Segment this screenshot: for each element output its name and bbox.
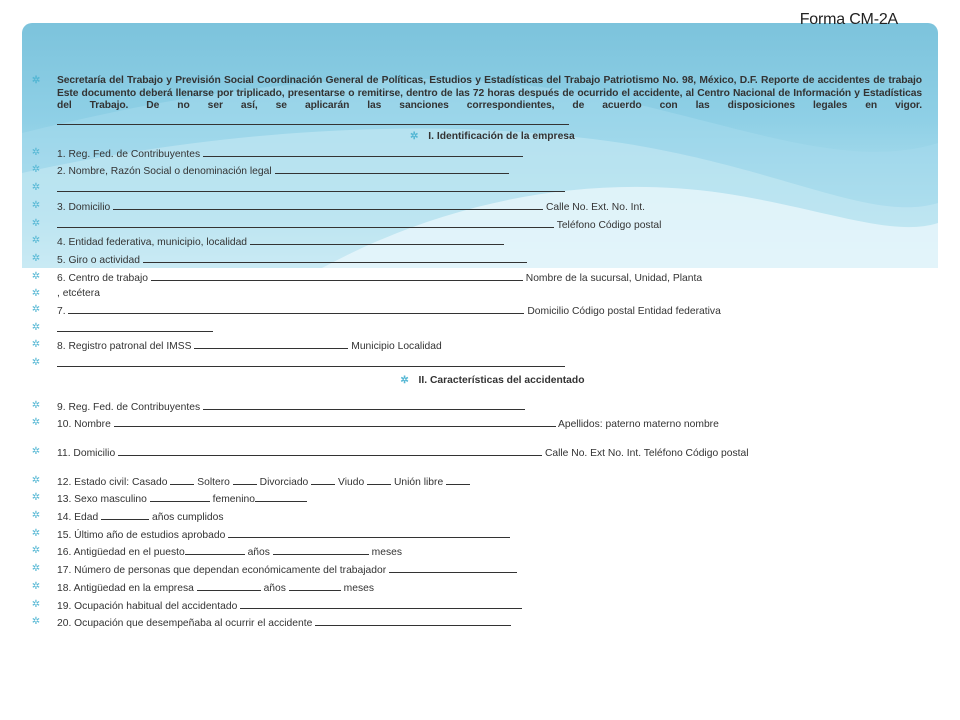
field-20: ✲ 20. Ocupación que desempeñaba al ocurrir el accidente <box>30 614 926 632</box>
civil-viudo-blank[interactable] <box>367 473 391 485</box>
field-11: ✲ 11. Domicilio Calle No. Ext No. Int. Teléfono Código postal <box>31 445 749 459</box>
company-address-blank[interactable] <box>113 198 543 210</box>
field-6: ✲ 6. Centro de trabajo Nombre de la sucursal, Unidad, Planta <box>31 270 703 284</box>
form-code-title: Forma CM-2A <box>799 11 898 28</box>
field-15: ✲ 15. Último año de estudios aprobado <box>30 526 926 544</box>
field-3-continuation: ✲ Teléfono Código postal <box>31 217 662 231</box>
asterisk-bullet-icon: ✲ <box>31 339 41 351</box>
asterisk-bullet-icon: ✲ <box>31 304 41 316</box>
section2-heading: ✲ II. Características del accidentado <box>30 373 926 389</box>
asterisk-bullet-icon: ✲ <box>31 510 41 522</box>
imss-registry-blank[interactable] <box>194 337 348 349</box>
asterisk-bullet-icon: ✲ <box>31 182 41 194</box>
job-seniority-blank[interactable] <box>185 543 245 555</box>
worker-name-blank[interactable] <box>114 415 556 427</box>
entity-municipality-blank[interactable] <box>250 233 504 245</box>
company-name-blank[interactable] <box>275 162 509 174</box>
education-blank[interactable] <box>228 526 510 538</box>
intro-text: Secretaría del Trabajo y Previsión Social Coordinación General de Políticas, Estudios y Estadísticas del Trabajo Patriotismo No. 98, México, D.F. Reporte de accidentes de trabajo Este documento deberá llenarse por triplicado, presentarse o remitirse, dentro de las 72 horas después de ocurrido el accidente, al Centro Nacional de Información y Estadísticas del Trabajo. De no ser así, se aplicarán las sanciones correspondientes, de acuerdo con las disposiciones legales en vigor. <box>57 75 922 111</box>
asterisk-bullet-icon: ✲ <box>410 131 419 142</box>
asterisk-bullet-icon: ✲ <box>31 445 41 457</box>
asterisk-bullet-icon: ✲ <box>31 616 41 628</box>
intro-blank-line[interactable] <box>57 113 569 125</box>
company-name-blank-2[interactable] <box>57 180 565 192</box>
field-3: ✲ 3. Domicilio Calle No. Ext. No. Int. <box>31 199 645 213</box>
field-10: ✲ 10. Nombre Apellidos: paterno materno nombre <box>31 417 719 431</box>
intro-paragraph <box>30 75 926 129</box>
asterisk-bullet-icon: ✲ <box>31 357 41 369</box>
asterisk-bullet-icon: ✲ <box>31 75 41 86</box>
form-content <box>30 75 926 632</box>
asterisk-bullet-icon: ✲ <box>31 580 41 592</box>
civil-casado-blank[interactable] <box>170 473 194 485</box>
habitual-occupation-blank[interactable] <box>240 597 522 609</box>
asterisk-bullet-icon: ✲ <box>31 563 41 575</box>
asterisk-bullet-icon: ✲ <box>31 164 41 176</box>
asterisk-bullet-icon: ✲ <box>31 288 41 300</box>
sex-female-blank[interactable] <box>255 490 307 502</box>
work-center-address-blank[interactable] <box>68 302 524 314</box>
asterisk-bullet-icon: ✲ <box>31 399 41 411</box>
asterisk-bullet-icon: ✲ <box>31 146 41 158</box>
field-18: ✲ 18. Antigüedad en la empresa años meses <box>31 580 374 594</box>
sex-male-blank[interactable] <box>150 490 210 502</box>
age-blank[interactable] <box>101 508 149 520</box>
field-7-continuation <box>30 320 926 338</box>
work-center-address-blank-2[interactable] <box>57 320 213 332</box>
field-1: ✲ 1. Reg. Fed. de Contribuyentes <box>30 145 926 163</box>
field-16: ✲ 16. Antigüedad en el puesto años meses <box>31 545 402 559</box>
asterisk-bullet-icon: ✲ <box>31 270 41 282</box>
asterisk-bullet-icon: ✲ <box>31 492 41 504</box>
asterisk-bullet-icon: ✲ <box>31 199 41 211</box>
civil-union-blank[interactable] <box>446 473 470 485</box>
activity-blank[interactable] <box>143 251 527 263</box>
asterisk-bullet-icon: ✲ <box>31 235 41 247</box>
asterisk-bullet-icon: ✲ <box>31 598 41 610</box>
asterisk-bullet-icon: ✲ <box>31 417 41 429</box>
occupation-at-accident-blank[interactable] <box>315 614 511 626</box>
field-9: ✲ 9. Reg. Fed. de Contribuyentes <box>30 398 926 416</box>
field-8: ✲ 8. Registro patronal del IMSS Municipio Localidad <box>31 339 442 353</box>
field-13: ✲ 13. Sexo masculino femenino <box>30 490 926 508</box>
asterisk-bullet-icon: ✲ <box>31 217 41 229</box>
dependents-blank[interactable] <box>389 561 517 573</box>
field-8-continuation <box>30 355 926 373</box>
civil-divorciado-blank[interactable] <box>311 473 335 485</box>
asterisk-bullet-icon: ✲ <box>31 474 41 486</box>
company-seniority-years-blank[interactable] <box>289 579 341 591</box>
company-address-blank-2[interactable] <box>57 216 554 228</box>
imss-registry-blank-2[interactable] <box>57 355 565 367</box>
field-17: ✲ 17. Número de personas que dependan económicamente del trabajador <box>30 561 926 579</box>
worker-address-blank[interactable] <box>118 444 542 456</box>
field-2-continuation <box>30 180 926 198</box>
field-6-continuation: ✲ , etcétera <box>30 286 926 302</box>
asterisk-bullet-icon: ✲ <box>400 374 409 386</box>
rfc-worker-blank[interactable] <box>203 398 525 410</box>
field-19: ✲ 19. Ocupación habitual del accidentado <box>30 597 926 615</box>
asterisk-bullet-icon: ✲ <box>31 321 41 333</box>
field-7: ✲ 7. Domicilio Código postal Entidad federativa <box>31 304 721 318</box>
company-seniority-blank[interactable] <box>197 579 261 591</box>
asterisk-bullet-icon: ✲ <box>31 527 41 539</box>
field-4: ✲ 4. Entidad federativa, municipio, localidad <box>30 233 926 251</box>
section1-heading: ✲ I. Identificación de la empresa <box>30 129 926 145</box>
field-12: ✲ 12. Estado civil: Casado Soltero Divorciado Viudo Unión libre <box>30 473 926 491</box>
work-center-blank[interactable] <box>151 269 523 281</box>
asterisk-bullet-icon: ✲ <box>31 545 41 557</box>
civil-soltero-blank[interactable] <box>233 473 257 485</box>
field-14: ✲ 14. Edad años cumplidos <box>31 510 224 524</box>
asterisk-bullet-icon: ✲ <box>31 252 41 264</box>
rfc-company-blank[interactable] <box>203 145 523 157</box>
field-5: ✲ 5. Giro o actividad <box>30 251 926 269</box>
job-seniority-years-blank[interactable] <box>273 543 369 555</box>
field-2: ✲ 2. Nombre, Razón Social o denominación legal <box>30 162 926 180</box>
